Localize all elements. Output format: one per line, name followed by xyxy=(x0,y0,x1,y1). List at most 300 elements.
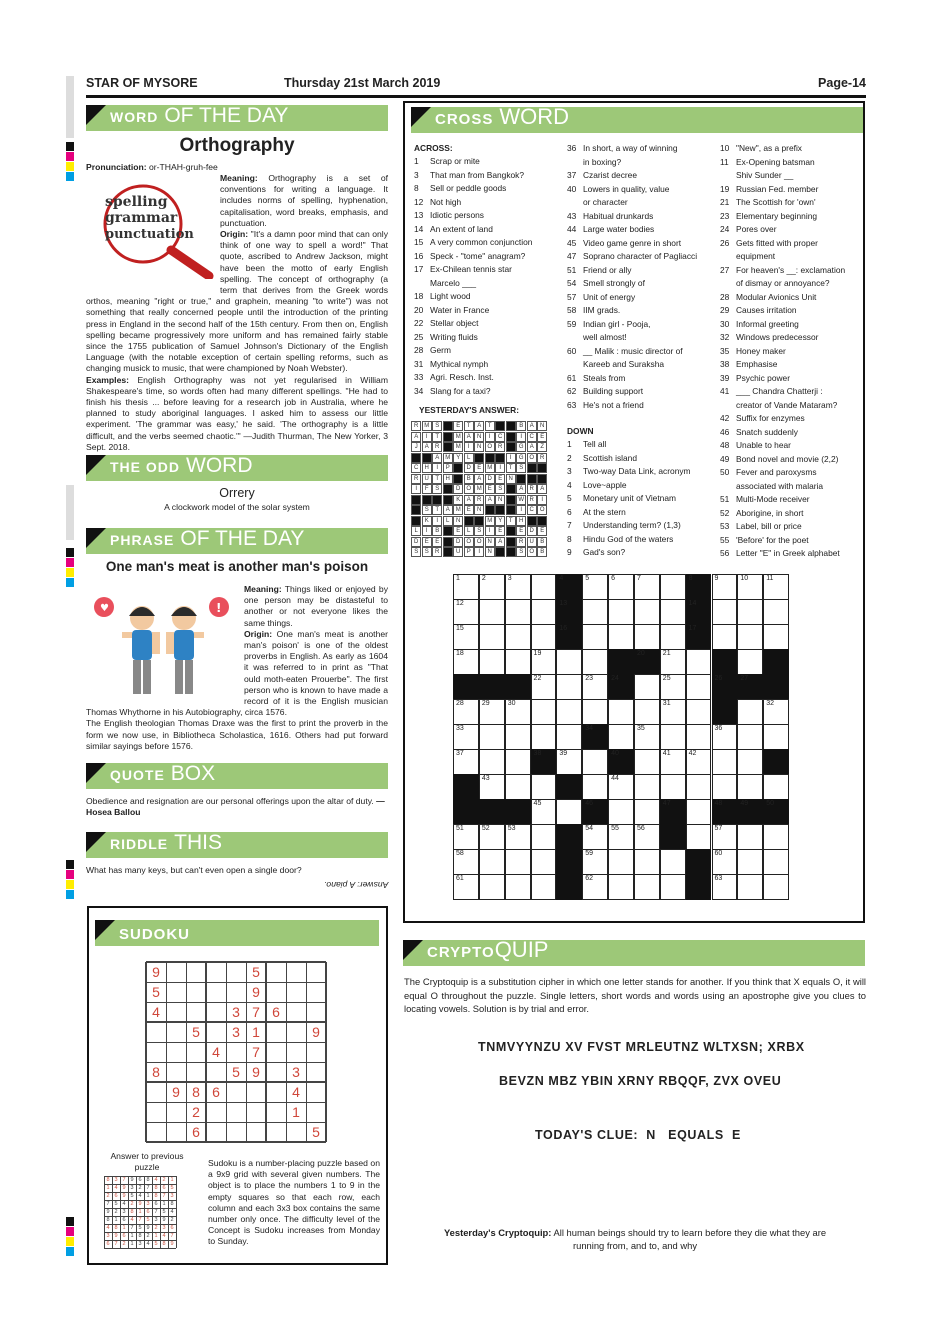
sudoku-empty-cell[interactable] xyxy=(266,1042,286,1062)
sudoku-empty-cell[interactable] xyxy=(186,1002,206,1022)
clue-item xyxy=(567,210,697,224)
clue-number: 8 xyxy=(414,183,419,193)
crossword-cell[interactable] xyxy=(608,799,634,825)
crossword-cell[interactable] xyxy=(712,774,738,800)
sudoku-empty-cell[interactable] xyxy=(306,982,326,1002)
clue-number: 7 xyxy=(567,520,572,530)
crossword-cell[interactable] xyxy=(582,624,608,650)
sudoku-empty-cell[interactable] xyxy=(226,1042,246,1062)
sudoku-empty-cell[interactable] xyxy=(226,982,246,1002)
black-square xyxy=(556,874,582,900)
answer-digit: 8 xyxy=(146,1177,150,1183)
clue-text: Gad's son? xyxy=(583,547,626,557)
sudoku-empty-cell[interactable] xyxy=(266,1122,286,1142)
answer-cell: L xyxy=(443,516,453,526)
crossword-cell[interactable] xyxy=(608,599,634,625)
sudoku-given: 9 xyxy=(252,1064,260,1080)
answer-cell: D xyxy=(464,463,474,473)
crossword-cell[interactable] xyxy=(634,749,660,775)
clue-item xyxy=(414,250,532,264)
sudoku-empty-cell[interactable] xyxy=(286,1042,306,1062)
sudoku-empty-cell[interactable] xyxy=(266,1082,286,1102)
clue-text: 'Before' for the poet xyxy=(736,534,809,545)
grid-line xyxy=(205,962,207,1142)
answer-digit: 9 xyxy=(162,1217,166,1223)
meaning-text: Orthography is a set of conventions for writing a language. It includes norms of spelling, hyphenation, capitalisation, word breaks, emphasis, and punctuation. xyxy=(220,173,389,228)
crossword-cell[interactable] xyxy=(531,724,557,750)
answer-digit: 9 xyxy=(138,1201,142,1207)
sudoku-empty-cell[interactable] xyxy=(286,982,306,1002)
sudoku-empty-cell[interactable] xyxy=(206,982,226,1002)
crossword-cell[interactable] xyxy=(505,649,531,675)
clue-item xyxy=(567,452,691,466)
crossword-cell[interactable] xyxy=(737,649,763,675)
clue-text: associated with malaria xyxy=(736,480,824,491)
black-square xyxy=(411,516,421,526)
crossword-cell[interactable] xyxy=(582,774,608,800)
crossword-cell[interactable] xyxy=(582,599,608,625)
clue-text: of dismay or annoyance? xyxy=(736,278,830,288)
answer-cell: R xyxy=(516,537,526,547)
phrase-origin-label: Origin: xyxy=(244,628,273,639)
across-clues-col2 xyxy=(567,142,697,412)
answer-cell: R xyxy=(495,442,505,452)
answer-cell: S xyxy=(411,547,421,557)
clue-number: 5 xyxy=(567,493,572,503)
cell-number: 31 xyxy=(662,700,671,707)
crossword-cell[interactable] xyxy=(660,849,686,875)
answer-digit: 2 xyxy=(106,1193,110,1199)
clue-item xyxy=(567,519,691,533)
sudoku-empty-cell[interactable] xyxy=(166,1042,186,1062)
answer-cell: S xyxy=(474,526,484,536)
yesterday-cryptoquip xyxy=(430,1227,840,1252)
answer-digit: 4 xyxy=(122,1201,126,1207)
crossword-cell[interactable] xyxy=(556,699,582,725)
crossword-cell[interactable] xyxy=(556,799,582,825)
clue-number: 47 xyxy=(567,251,577,261)
crossword-cell[interactable] xyxy=(634,624,660,650)
crossword-cell[interactable] xyxy=(660,599,686,625)
clue-item xyxy=(720,223,845,237)
crossword-cell[interactable] xyxy=(660,574,686,600)
sudoku-empty-cell[interactable] xyxy=(306,962,326,982)
clue-number: 33 xyxy=(414,372,424,382)
crossword-cell[interactable] xyxy=(712,624,738,650)
sudoku-banner xyxy=(95,920,379,946)
clue-text: Unable to hear xyxy=(736,440,791,450)
crossword-cell[interactable] xyxy=(479,724,505,750)
crossword-cell[interactable] xyxy=(531,699,557,725)
sudoku-empty-cell[interactable] xyxy=(226,962,246,982)
answer-cell: O xyxy=(464,484,474,494)
crossword-cell[interactable] xyxy=(531,824,557,850)
sudoku-empty-cell[interactable] xyxy=(206,1102,226,1122)
crossword-cell[interactable] xyxy=(686,774,712,800)
print-swatch-cyan xyxy=(66,172,74,181)
origin-text: "It's a damn poor mind that can only think of one way to spell a word!" That quote, ascribed to Andrew Jackson, might have been the motto of early English spelling. The concept of orthography (a term that derives from the Greek words orthos, meaning "right or true," and graphein, meaning "to write") was not something that really concerned people until the introduction of the printing press in England in the second half of the 15th century. From then on, English spelling became progressively more uniform and has remained fairly stable since the 1755 publication of Samuel Johnson's Dictionary of the English Language (with the notable exception of certain spelling reforms, such as changing musick to music, that were championed by Noah Webster). xyxy=(86,229,388,374)
sudoku-empty-cell[interactable] xyxy=(226,1082,246,1102)
crossword-cell[interactable] xyxy=(634,799,660,825)
sudoku-empty-cell[interactable] xyxy=(286,1002,306,1022)
crossword-cell[interactable] xyxy=(479,749,505,775)
answer-cell: C xyxy=(527,432,537,442)
answer-digit: 7 xyxy=(154,1209,158,1215)
clue-item xyxy=(720,237,845,251)
crossword-cell[interactable] xyxy=(686,799,712,825)
clue-number: 11 xyxy=(720,156,729,167)
pronunciation-label: Pronunciation: xyxy=(86,162,147,172)
sudoku-empty-cell[interactable] xyxy=(166,1022,186,1042)
crossword-cell[interactable] xyxy=(556,724,582,750)
sudoku-empty-cell[interactable] xyxy=(186,962,206,982)
cell-number: 63 xyxy=(714,875,723,882)
crossword-cell[interactable] xyxy=(660,624,686,650)
clue-text: Mythical nymph xyxy=(430,358,489,369)
crossword-cell[interactable] xyxy=(737,599,763,625)
clue-text: Informal greeting xyxy=(736,318,799,329)
crossword-cell[interactable] xyxy=(608,724,634,750)
sudoku-given: 3 xyxy=(232,1004,240,1020)
clue-text: Light wood xyxy=(430,291,471,301)
crossword-cell[interactable] xyxy=(763,824,789,850)
sudoku-empty-cell[interactable] xyxy=(286,1022,306,1042)
clue-number: 15 xyxy=(414,237,424,247)
print-swatch-yellow xyxy=(66,880,74,889)
crossword-cell[interactable] xyxy=(582,649,608,675)
sudoku-empty-cell[interactable] xyxy=(246,1082,266,1102)
banner-bold: PHRASE xyxy=(110,532,175,548)
sudoku-empty-cell[interactable] xyxy=(166,1102,186,1122)
sudoku-empty-cell[interactable] xyxy=(226,1122,246,1142)
crossword-cell[interactable] xyxy=(531,599,557,625)
crossword-cell[interactable] xyxy=(686,649,712,675)
image-word-punctuation: punctuation xyxy=(105,227,194,242)
clue-number: 51 xyxy=(567,264,577,275)
clue-text: __ Malik : music director of xyxy=(583,345,683,356)
sudoku-empty-cell[interactable] xyxy=(266,962,286,982)
clue-text: equipment xyxy=(736,251,776,261)
cell-number: 24 xyxy=(611,675,619,682)
crossword-cell[interactable] xyxy=(634,874,660,900)
crossword-cell[interactable] xyxy=(686,674,712,700)
answer-cell: E xyxy=(464,505,474,515)
crossword-cell[interactable] xyxy=(660,874,686,900)
crossword-cell[interactable] xyxy=(531,849,557,875)
cell-number: 26 xyxy=(714,675,723,682)
sudoku-empty-cell[interactable] xyxy=(206,1022,226,1042)
crossword-cell[interactable] xyxy=(531,774,557,800)
grid-line xyxy=(146,1002,326,1003)
banner-bold: WORD xyxy=(110,109,159,125)
black-square xyxy=(495,547,505,557)
crossword-cell[interactable] xyxy=(634,599,660,625)
black-square xyxy=(464,516,474,526)
clue-item xyxy=(414,331,532,345)
clue-number: 2 xyxy=(567,452,572,463)
answer-cell: R xyxy=(432,547,442,557)
clue-item xyxy=(414,304,532,318)
sudoku-empty-cell[interactable] xyxy=(166,962,186,982)
sudoku-given: 2 xyxy=(192,1104,200,1120)
black-square xyxy=(506,442,516,452)
crossword-cell[interactable] xyxy=(582,699,608,725)
crossword-cell[interactable] xyxy=(737,874,763,900)
answer-digit: 1 xyxy=(130,1241,134,1247)
crossword-cell[interactable] xyxy=(505,774,531,800)
clue-text: Germ xyxy=(430,345,451,355)
crossword-cell[interactable] xyxy=(737,624,763,650)
clue-number: 59 xyxy=(567,318,577,329)
sudoku-empty-cell[interactable] xyxy=(166,1002,186,1022)
sudoku-empty-cell[interactable] xyxy=(306,1002,326,1022)
sudoku-grid[interactable] xyxy=(146,962,326,1142)
crossword-cell[interactable] xyxy=(737,849,763,875)
sudoku-given: 5 xyxy=(192,1024,200,1040)
crossword-cell[interactable] xyxy=(737,749,763,775)
clue-text: The Scottish for 'own' xyxy=(736,197,816,207)
sudoku-empty-cell[interactable] xyxy=(186,1062,206,1082)
clue-number: 22 xyxy=(414,318,424,328)
float-spacer xyxy=(86,584,244,706)
answer-cell: D xyxy=(527,526,537,536)
clue-item xyxy=(414,344,532,358)
clue-number: 26 xyxy=(720,237,730,248)
crossword-cell[interactable] xyxy=(608,849,634,875)
answer-digit: 9 xyxy=(114,1233,118,1239)
crossword-cell[interactable] xyxy=(686,699,712,725)
sudoku-given: 1 xyxy=(252,1024,260,1040)
grid-line xyxy=(146,1141,326,1143)
crossword-cell[interactable] xyxy=(686,824,712,850)
answer-cell: G xyxy=(516,453,526,463)
answer-digit: 8 xyxy=(130,1209,134,1215)
sudoku-empty-cell[interactable] xyxy=(306,1082,326,1102)
sudoku-empty-cell[interactable] xyxy=(206,962,226,982)
sudoku-empty-cell[interactable] xyxy=(286,1122,306,1142)
sudoku-empty-cell[interactable] xyxy=(146,1042,166,1062)
clue-number: 8 xyxy=(567,533,572,544)
crossword-cell[interactable] xyxy=(479,874,505,900)
clue-item xyxy=(414,371,532,385)
black-square xyxy=(506,526,516,536)
clue-text: Label, bill or price xyxy=(736,521,802,531)
answer-digit: 6 xyxy=(162,1185,166,1191)
clue-number: 41 xyxy=(720,386,730,396)
print-swatch-yellow xyxy=(66,162,74,171)
answer-cell: I xyxy=(506,453,516,463)
clue-number: 54 xyxy=(567,278,577,288)
answer-cell: C xyxy=(495,432,505,442)
crossword-cell[interactable] xyxy=(634,674,660,700)
sudoku-empty-cell[interactable] xyxy=(186,1042,206,1062)
answer-cell: E xyxy=(485,484,495,494)
crossword-cell[interactable] xyxy=(737,724,763,750)
answer-digit: 5 xyxy=(130,1193,134,1199)
clue-text: In short, a way of winning xyxy=(583,143,678,153)
clue-item xyxy=(720,507,845,521)
sudoku-empty-cell[interactable] xyxy=(246,1102,266,1122)
crossword-cell[interactable] xyxy=(763,624,789,650)
answer-cell: O xyxy=(527,547,537,557)
clue-text: ___ Chandra Chatterji : xyxy=(736,386,823,396)
sudoku-empty-cell[interactable] xyxy=(146,1122,166,1142)
answer-cell: I xyxy=(422,526,432,536)
clue-number: 62 xyxy=(567,386,577,396)
crossword-cell[interactable] xyxy=(505,624,531,650)
sudoku-empty-cell[interactable] xyxy=(206,1062,226,1082)
phrase-origin-text: One man's meat is another man's poison' is one of the oldest proverbs in English. As early as 1604 it was referred to in print as "That ould moth-eaten Prouerbe". The first person who is known to have made a record of it is the English musician Thomas Whythorne xyxy=(86,628,388,718)
sudoku-empty-cell[interactable] xyxy=(306,1062,326,1082)
crossword-cell[interactable] xyxy=(608,699,634,725)
clue-number: 20 xyxy=(414,304,424,315)
answer-cell: A xyxy=(464,432,474,442)
crossword-cell[interactable] xyxy=(479,599,505,625)
grid-line xyxy=(226,962,227,1142)
answer-digit: 1 xyxy=(146,1193,150,1199)
crossword-cell[interactable] xyxy=(686,724,712,750)
crossword-cell[interactable] xyxy=(505,874,531,900)
clue-text: Honey maker xyxy=(736,345,786,356)
cell-number: 55 xyxy=(611,825,619,832)
crossword-cell[interactable] xyxy=(660,774,686,800)
phrase-title: One man's meat is another man's poison xyxy=(105,559,369,574)
sudoku-given: 1 xyxy=(292,1104,300,1120)
crossword-cell[interactable] xyxy=(737,699,763,725)
answer-cell: R xyxy=(474,495,484,505)
grid-line xyxy=(104,1248,176,1249)
cell-number: 15 xyxy=(456,625,464,632)
crossword-cell[interactable] xyxy=(608,624,634,650)
answer-cell: I xyxy=(516,432,526,442)
cell-number: 42 xyxy=(688,750,697,757)
sudoku-empty-cell[interactable] xyxy=(206,1122,226,1142)
sudoku-empty-cell[interactable] xyxy=(146,1082,166,1102)
quote-banner xyxy=(86,763,388,789)
grid-line xyxy=(146,1021,326,1023)
cell-number: 32 xyxy=(766,700,774,707)
crossword-cell[interactable] xyxy=(505,599,531,625)
sudoku-empty-cell[interactable] xyxy=(166,1122,186,1142)
crossword-cell[interactable] xyxy=(763,874,789,900)
banner-corner xyxy=(86,455,106,475)
sudoku-empty-cell[interactable] xyxy=(266,1022,286,1042)
answer-digit: 2 xyxy=(162,1177,166,1183)
crossword-grid[interactable] xyxy=(453,574,789,899)
answer-cell: H xyxy=(443,474,453,484)
phrase-origin-cont: in his Autobiography, circa 1576. xyxy=(163,707,287,718)
crossword-cell[interactable] xyxy=(531,624,557,650)
answer-digit: 5 xyxy=(162,1209,166,1215)
answer-digit: 8 xyxy=(162,1241,166,1247)
answer-cell: N xyxy=(453,516,463,526)
grid-line xyxy=(104,1176,105,1248)
crossword-cell[interactable] xyxy=(608,874,634,900)
sudoku-empty-cell[interactable] xyxy=(146,1102,166,1122)
answer-digit: 1 xyxy=(162,1201,166,1207)
answer-cell: A xyxy=(527,442,537,452)
crossword-cell[interactable] xyxy=(763,724,789,750)
crossword-cell[interactable] xyxy=(763,849,789,875)
crossword-cell[interactable] xyxy=(531,874,557,900)
sudoku-empty-cell[interactable] xyxy=(146,1022,166,1042)
clue-number: 1 xyxy=(414,156,419,166)
answer-cell: A xyxy=(432,453,442,463)
answer-cell: U xyxy=(453,547,463,557)
crossword-cell[interactable] xyxy=(634,699,660,725)
sudoku-empty-cell[interactable] xyxy=(306,1102,326,1122)
crossword-cell[interactable] xyxy=(763,599,789,625)
grid-line xyxy=(286,962,287,1142)
crossword-cell[interactable] xyxy=(660,724,686,750)
crossword-cell[interactable] xyxy=(505,849,531,875)
answer-cell: M xyxy=(422,421,432,431)
clue-text: A very common conjunction xyxy=(430,237,533,247)
sudoku-empty-cell[interactable] xyxy=(246,1122,266,1142)
crossword-cell[interactable] xyxy=(531,574,557,600)
banner-light: BOX xyxy=(170,762,216,785)
crossword-cell[interactable] xyxy=(479,649,505,675)
down-title: DOWN xyxy=(567,426,594,436)
previous-sudoku-answer xyxy=(104,1176,176,1248)
answer-digit: 1 xyxy=(170,1177,174,1183)
svg-text:!: ! xyxy=(216,601,222,615)
crossword-cell[interactable] xyxy=(634,774,660,800)
clue-item xyxy=(567,318,697,332)
clue-item xyxy=(720,318,845,332)
answer-cell: M xyxy=(485,516,495,526)
riddle-question: What has many keys, but can't even open a single door? xyxy=(86,865,302,875)
phrase-meaning-label: Meaning: xyxy=(244,584,282,594)
crossword-cell[interactable] xyxy=(737,824,763,850)
clue-text: That man from Bangkok? xyxy=(430,169,525,180)
sudoku-empty-cell[interactable] xyxy=(166,1062,186,1082)
sudoku-empty-cell[interactable] xyxy=(286,962,306,982)
sudoku-empty-cell[interactable] xyxy=(186,982,206,1002)
answer-cell: B xyxy=(516,421,526,431)
sudoku-empty-cell[interactable] xyxy=(266,1062,286,1082)
crossword-cell[interactable] xyxy=(556,674,582,700)
sudoku-empty-cell[interactable] xyxy=(226,1102,246,1122)
crossword-cell[interactable] xyxy=(505,724,531,750)
clue-text: IIM grads. xyxy=(583,305,621,315)
clue-number: 12 xyxy=(414,196,424,207)
answer-cell: A xyxy=(516,484,526,494)
crossword-cell[interactable] xyxy=(556,649,582,675)
crossword-cell[interactable] xyxy=(582,749,608,775)
crossword-cell[interactable] xyxy=(505,749,531,775)
crossword-cell[interactable] xyxy=(737,774,763,800)
cell-number: 47 xyxy=(662,800,671,807)
answer-cell: R xyxy=(527,484,537,494)
sudoku-empty-cell[interactable] xyxy=(266,1102,286,1122)
sudoku-empty-cell[interactable] xyxy=(166,982,186,1002)
sudoku-empty-cell[interactable] xyxy=(266,982,286,1002)
sudoku-empty-cell[interactable] xyxy=(206,1002,226,1022)
crossword-cell[interactable] xyxy=(712,599,738,625)
sudoku-empty-cell[interactable] xyxy=(306,1042,326,1062)
banner-light: THIS xyxy=(174,831,222,854)
clue-item xyxy=(414,155,532,169)
crossword-cell[interactable] xyxy=(479,849,505,875)
crossword-cell[interactable] xyxy=(763,774,789,800)
riddle-answer-wrap xyxy=(86,879,388,890)
answer-cell: U xyxy=(422,474,432,484)
crossword-cell[interactable] xyxy=(479,624,505,650)
crossword-cell[interactable] xyxy=(634,849,660,875)
crossword-cell[interactable] xyxy=(712,749,738,775)
banner-corner xyxy=(86,763,106,783)
